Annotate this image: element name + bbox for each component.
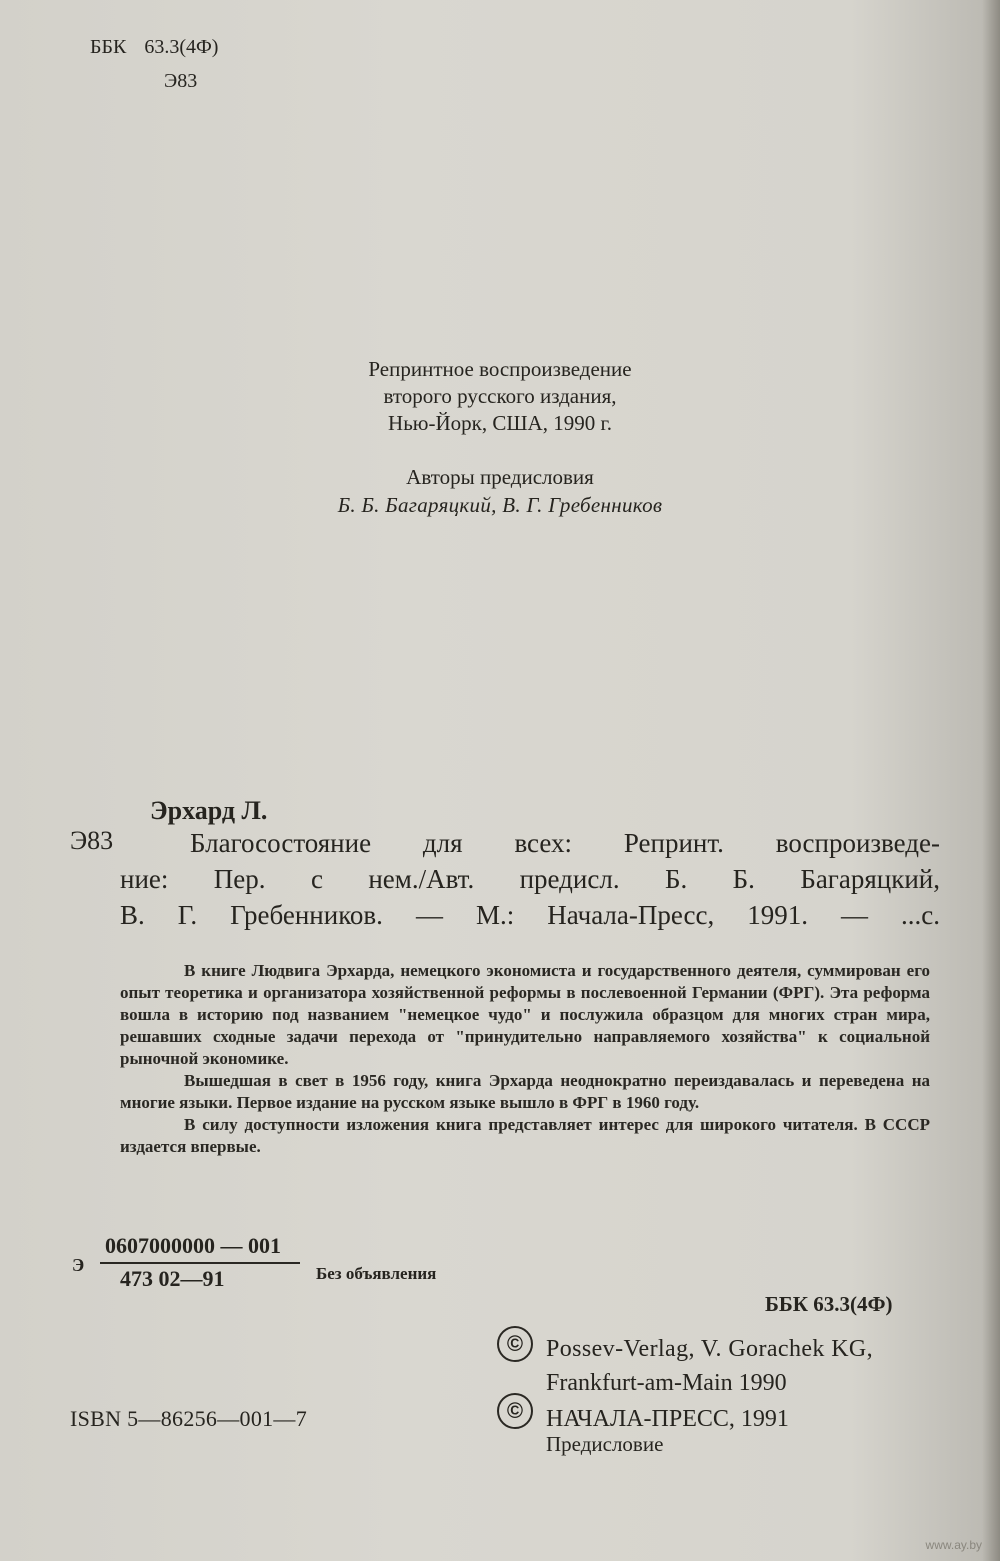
copyright-line-1: Possev-Verlag, V. Gorachek KG, [546,1336,874,1362]
imprint-no-ads: Без объявления [316,1264,437,1283]
show-through-text: ​ [285,72,295,195]
imprint-code-bottom: 473 02—91 [120,1266,225,1291]
catalog-line-2: ние: Пер. с нем./Авт. предисл. Б. Б. Багаряцкий, [120,864,940,894]
site-watermark: www.ay.by [925,1538,982,1552]
index-top: Э83 [164,70,198,92]
bbk-top [90,36,218,59]
copyright-line-3: НАЧАЛА-ПРЕСС, 1991 [546,1406,789,1432]
catalog-author: Эрхард Л. [150,796,268,825]
copyright-icon: © [497,1393,533,1429]
book-abstract [120,960,930,1158]
copyright-line-4: Предисловие [546,1432,664,1456]
bbk-label: ББК [90,36,127,58]
imprint-fraction-line [100,1262,300,1264]
imprint-e-letter: Э [72,1255,85,1275]
copyright-line-2: Frankfurt-am-Main 1990 [546,1370,787,1396]
abstract-paragraph: Вышедшая в свет в 1956 году, книга Эрхарда неоднократно переиздавалась и переведена на многие языки. Первое издание на русском языке вышло в ФРГ в 1960 году. [120,1071,930,1112]
reprint-line-1: Репринтное воспроизведение [368,357,632,381]
bbk-code: 63.3(4Ф) [144,36,219,58]
isbn: ISBN 5—86256—001—7 [70,1406,308,1431]
imprint-code-top: 0607000000 — 001 [105,1233,281,1258]
abstract-paragraph: В книге Людвига Эрхарда, немецкого экономиста и государственного деятеля, суммирован его опыт теоретика и организатора хозяйственной реформы в послевоенной Германии (ФРГ). Эта реформа вошла в историю под названием "немецкое чудо" и послужила образцом для многих стран мира, решавших сходные задачи перехода от "принудительно направляемого хозяйства" к социальной рыночной экономике. [120,961,930,1068]
reprint-line-3: Нью-Йорк, США, 1990 г. [388,411,612,435]
reprint-line-2: второго русского издания, [383,384,617,408]
imprint-bbk: ББК 63.3(4Ф) [765,1292,893,1316]
abstract-paragraph: В силу доступности изложения книга представляет интерес для широкого читателя. В СССР издается впервые. [120,1115,930,1156]
copyright-icon: © [497,1326,533,1362]
catalog-line-1: Благосостояние для всех: Репринт. воспроизведе- [190,828,940,858]
page-edge-shadow [982,0,1000,1561]
preface-authors-names: Б. Б. Багаряцкий, В. Г. Гребенников [337,493,663,517]
catalog-line-3: В. Г. Гребенников. — М.: Начала-Пресс, 1991. — ...с. [120,900,940,930]
catalog-index: Э83 [70,826,114,855]
preface-authors-label: Авторы предисловия [406,465,594,489]
